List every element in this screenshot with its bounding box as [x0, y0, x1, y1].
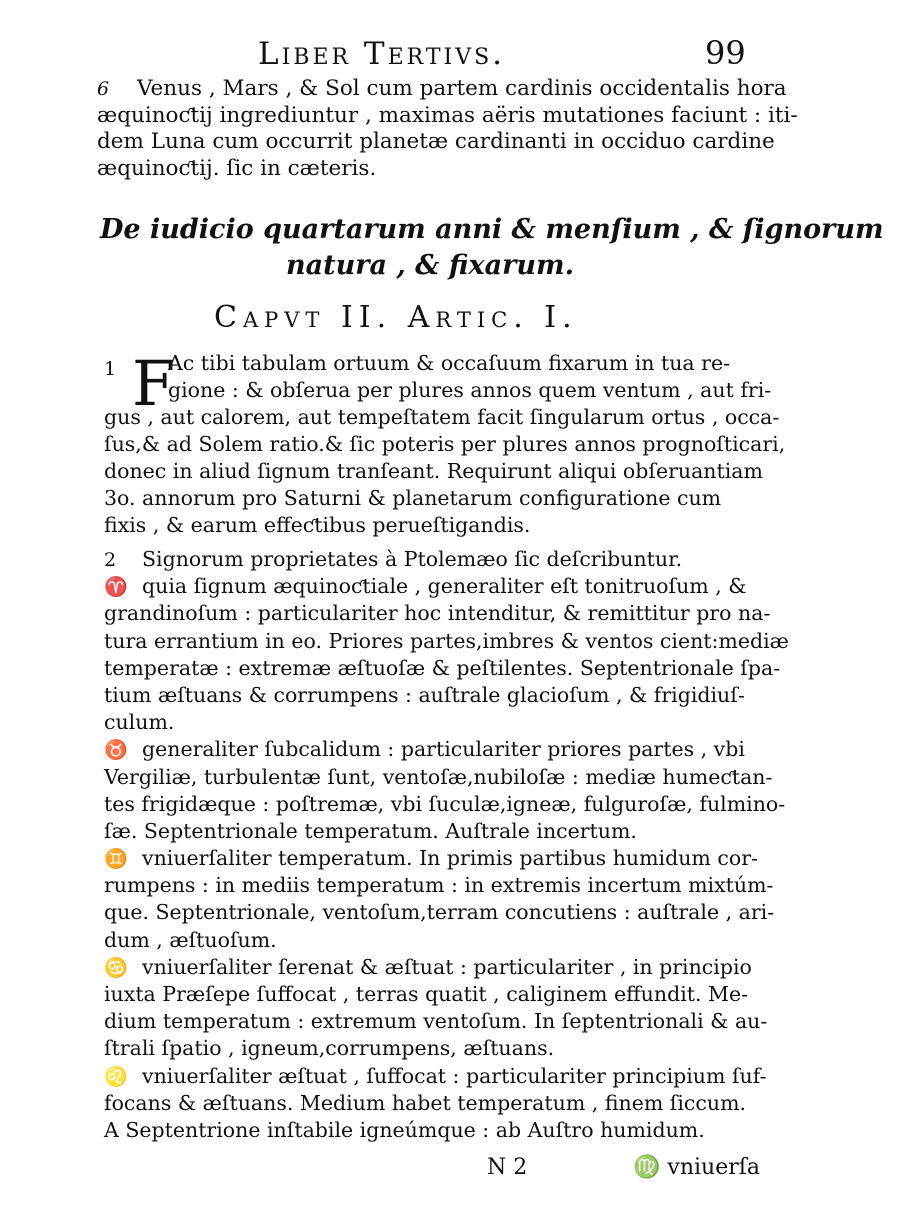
- text-line: ♈ quia ſignum æquinoƈtiale , generaliter eſt tonitruoſum , &: [104, 573, 764, 600]
- cancer-icon: ♋: [104, 956, 128, 979]
- chapter-heading: Capvt II. Artic. I.: [214, 300, 578, 335]
- text-line: fixis , & earum effeƈtibus perueſtigandis.: [104, 513, 531, 537]
- article-1: [104, 347, 786, 539]
- text-line: tium æſtuans & corrumpens : auſtrale glacioſum , & frigidiuſ-: [104, 682, 745, 707]
- text-line: ♋ vniuerſaliter ſerenat & æſtuat : particulariter , in principio: [104, 954, 764, 981]
- text-line: gus , aut calorem, aut tempeſtatem facit ſingularum ortus , occa-: [104, 405, 780, 429]
- article-number: 2: [104, 549, 117, 571]
- text-line: æquinoƈtij. ſic in cæteris.: [97, 155, 377, 181]
- article-2: [104, 546, 789, 1144]
- text-line: ſus,& ad Solem ratio.& ſic poteris per plures annos prognoſticari,: [104, 432, 786, 456]
- section-title-line-2: natura , & fixarum.: [286, 250, 574, 281]
- text-line: ♉ generaliter ſubcalidum : particulariter priores partes , vbi: [104, 736, 764, 763]
- text-line: 6 Venus , Mars , & Sol cum partem cardinis occidentalis hora: [97, 76, 787, 101]
- text-line: iuxta Præſepe ſuffocat , terras quatit , caliginem effundit. Me-: [104, 982, 749, 1006]
- paragraph-6: [97, 76, 798, 182]
- page-number: 99: [705, 34, 746, 72]
- text-line: focans & æſtuans. Medium habet temperatum , finem ſiccum.: [104, 1090, 747, 1115]
- text-line: temperatæ : extremæ æſtuoſæ & peſtilentes. Septentrionale ſpa-: [104, 655, 781, 680]
- text-line: tes frigidæque : poſtremæ, vbi ſuculæ,igneæ, fulguroſæ, fulmino-: [104, 791, 786, 816]
- text-line: dum , æſtuoſum.: [104, 927, 277, 952]
- text-line: ♌ vniuerſaliter æſtuat , ſuffocat : particulariter principium ſuf-: [104, 1063, 764, 1090]
- text-line: gione : & obſerua per plures annos quem ventum , aut fri-: [168, 378, 772, 402]
- text-line: tura errantium in eo. Priores partes,imbres & ventos cient:mediæ: [104, 628, 789, 653]
- section-title-line-1: De iudicio quartarum anni & menſium , & ſignorum: [100, 214, 884, 245]
- text-line: que. Septentrionale, ventoſum,terram concutiens : auſtrale , ari-: [104, 900, 775, 925]
- text-line: æquinoƈtij ingrediuntur , maximas aëris mutationes faciunt : iti-: [97, 102, 798, 128]
- text-line: ♊ vniuerſaliter temperatum. In primis partibus humidum cor-: [104, 845, 764, 872]
- leo-icon: ♌: [104, 1065, 128, 1088]
- text-line: culum.: [104, 710, 175, 735]
- running-head: Liber Tertivs.: [258, 36, 506, 72]
- article-number: 1: [104, 358, 117, 380]
- text-line: Vergiliæ, turbulentæ ſunt, ventoſæ,nubiloſæ : mediæ humeƈtan-: [104, 764, 773, 789]
- text-line: 2 Signorum proprietates à Ptolemæo ſic deſcribuntur.: [104, 546, 764, 573]
- aries-icon: ♈: [104, 576, 128, 599]
- paragraph-number: 6: [97, 78, 110, 100]
- text-line: dium temperatum : extremum ventoſum. In ſeptentrionali & au-: [104, 1009, 768, 1034]
- drop-cap: F: [132, 347, 176, 420]
- catchword: ♍ vniuerſa: [633, 1155, 760, 1180]
- gemini-icon: ♊: [104, 848, 128, 871]
- text-line: 3o. annorum pro Saturni & planetarum configuratione cum: [104, 486, 722, 510]
- text-line: grandinoſum : particulariter hoc intenditur, & remittitur pro na-: [104, 601, 771, 626]
- text-line: ſtrali ſpatio , igneum,corrumpens, æſtuans.: [104, 1036, 555, 1061]
- text-line: A Septentrione inſtabile igneúmque : ab Auſtro humidum.: [104, 1117, 705, 1142]
- taurus-icon: ♉: [104, 739, 128, 762]
- signature-mark: N 2: [487, 1155, 528, 1180]
- text-line: Ac tibi tabulam ortuum & occaſuum fixarum in tua re-: [168, 351, 731, 375]
- section-title: [100, 212, 884, 284]
- text-line: donec in aliud ſignum tranſeant. Requirunt aliqui obſeruantiam: [104, 459, 763, 483]
- text-line: ſæ. Septentrionale temperatum. Auſtrale incertum.: [104, 818, 637, 843]
- text-line: dem Luna cum occurrit planetæ cardinanti in occiduo cardine: [97, 129, 775, 154]
- text-line: rumpens : in mediis temperatum : in extremis incertum mixtúm-: [104, 873, 774, 898]
